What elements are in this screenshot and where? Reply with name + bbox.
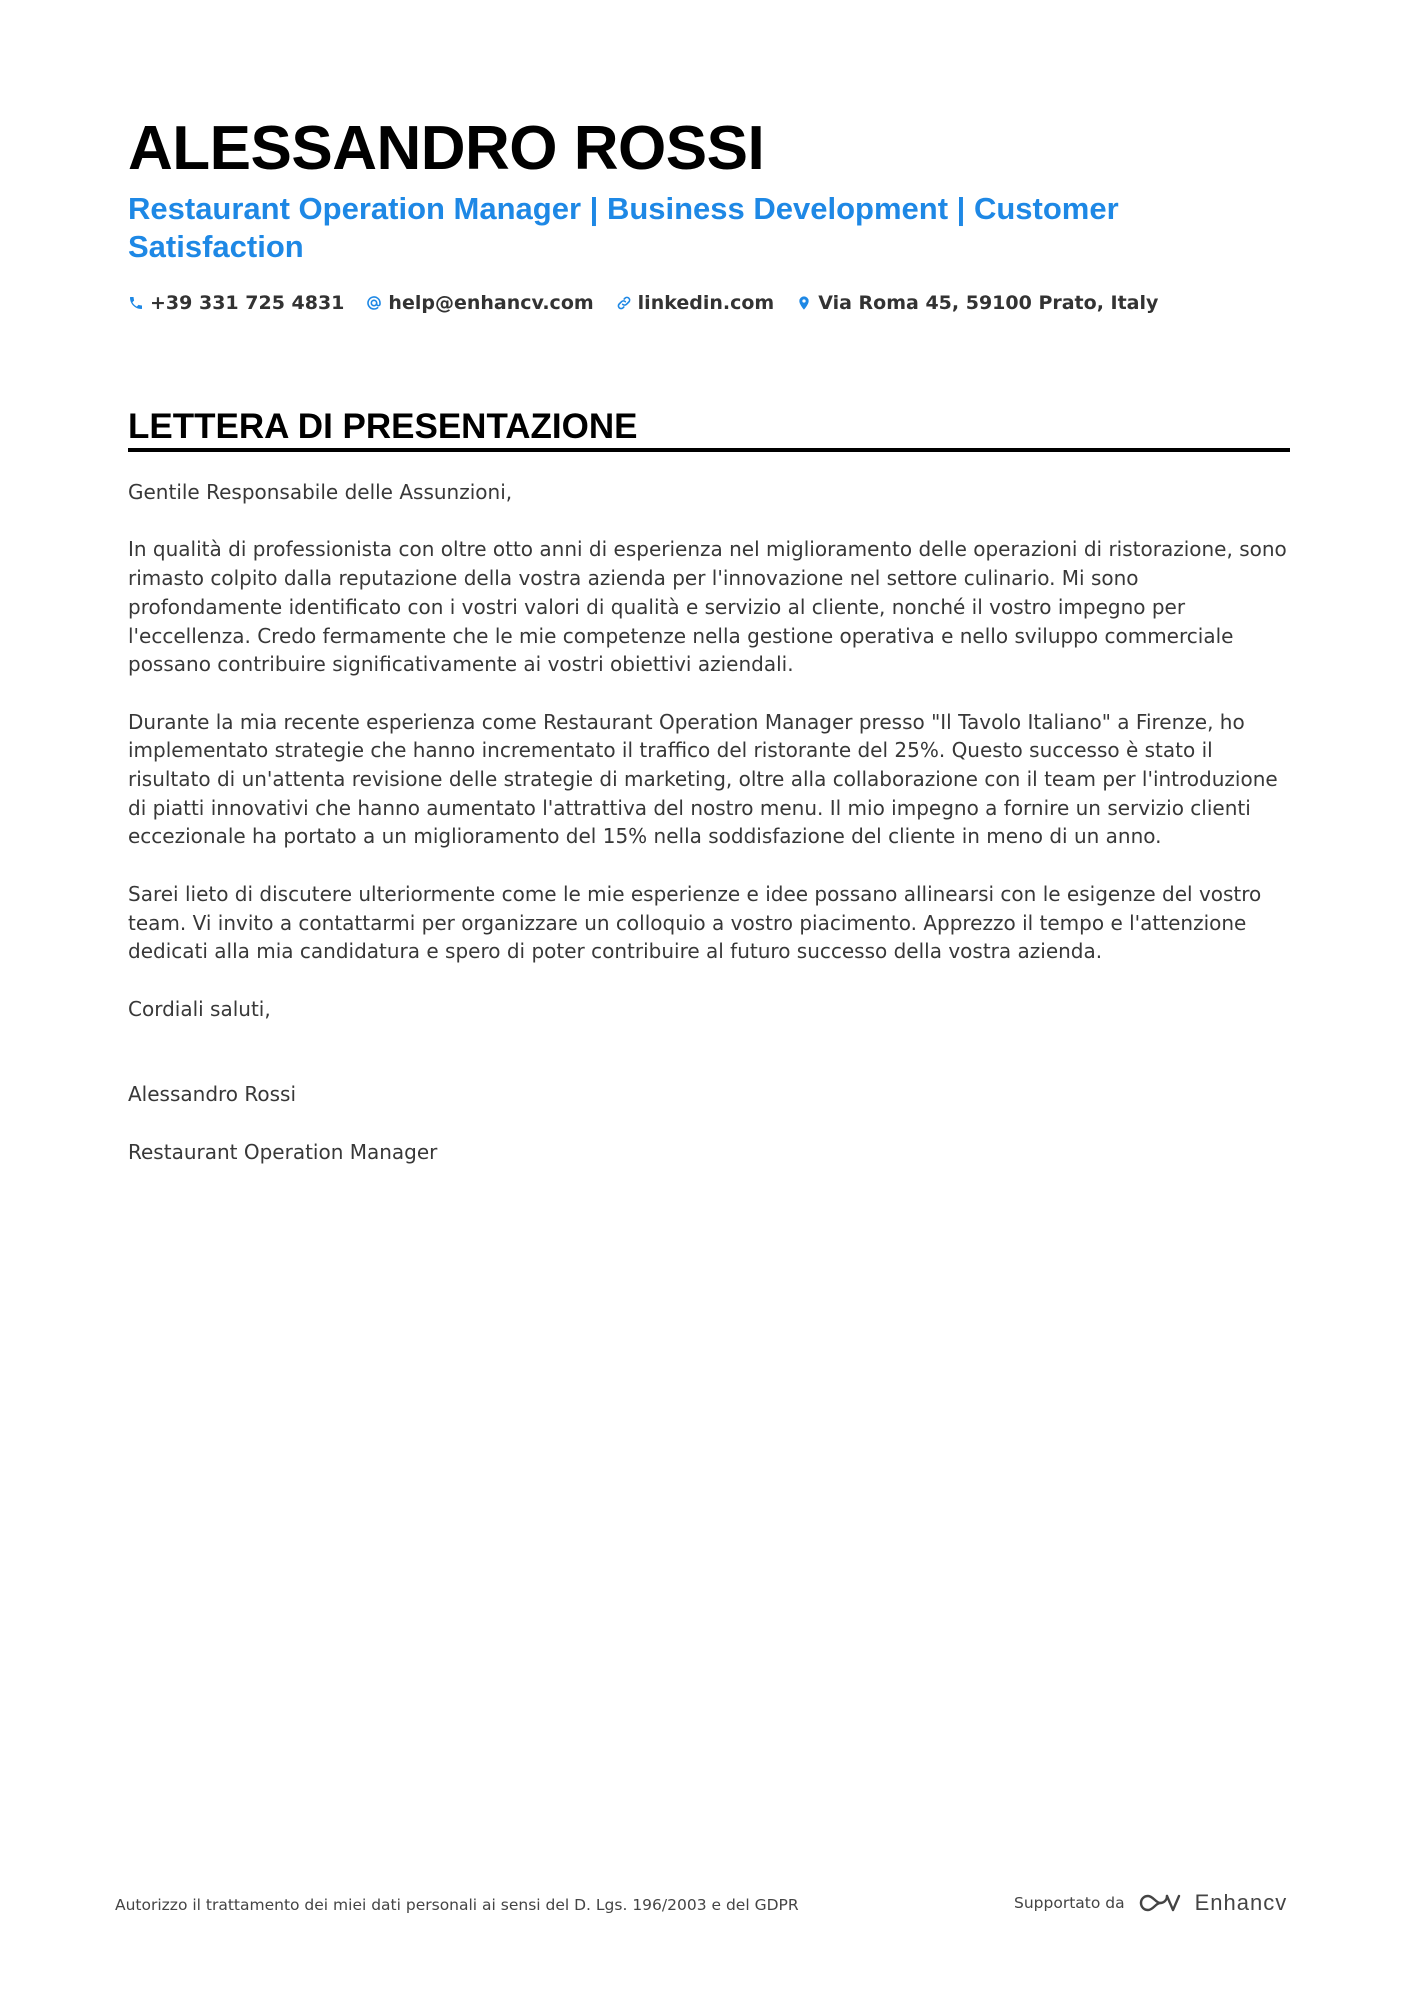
contact-phone	[128, 292, 344, 314]
letter-paragraph-1: In qualità di professionista con oltre otto anni di esperienza nel miglioramento delle operazioni di ristorazione, sono rimasto colpito dalla reputazione della vostra azienda per l'innovazione nel settore culinario. Mi sono profondamente identificato con i vostri valori di qualità e servizio al cliente, nonché il vostro impegno per l'eccellenza. Credo fermamente che le mie competenze nella gestione operativa e nello sviluppo commerciale possano contribuire significativamente ai vostri obiettivi aziendali.	[128, 537, 1287, 677]
contact-email-text[interactable]: help@enhancv.com	[388, 292, 594, 314]
location-pin-icon	[796, 295, 812, 311]
section-divider	[128, 448, 1290, 452]
signature-title: Restaurant Operation Manager	[128, 1139, 438, 1164]
letter-body	[128, 478, 1290, 1195]
letter-closing: Cordiali saluti,	[128, 996, 271, 1021]
privacy-note: Autorizzo il trattamento dei miei dati personali ai sensi del D. Lgs. 196/2003 e del GDPR	[115, 1896, 799, 1914]
contact-linkedin-text[interactable]: linkedin.com	[637, 292, 775, 314]
candidate-headline: Restaurant Operation Manager | Business Development | Customer Satisfaction	[128, 191, 1119, 264]
at-icon	[366, 295, 382, 311]
link-icon	[616, 295, 632, 311]
contact-phone-text: +39 331 725 4831	[150, 292, 345, 314]
signature-name: Alessandro Rossi	[128, 1082, 297, 1107]
powered-by[interactable]	[1014, 1890, 1287, 1916]
letter-paragraph-3: Sarei lieto di discutere ulteriormente come le mie esperienze e idee possano allinearsi con le esigenze del vostro team. Vi invito a contattarmi per organizzare un colloquio a vostro piacimento. Apprezzo il tempo e l'attenzione dedicati alla mia candidatura e spero di poter contribuire al futuro successo della vostra azienda.	[128, 881, 1262, 964]
section-title: LETTERA DI PRESENTAZIONE	[128, 407, 638, 446]
contact-bar	[128, 292, 1180, 314]
contact-email[interactable]	[366, 292, 593, 314]
brand-name: Enhancv	[1194, 1890, 1288, 1915]
powered-by-label: Supportato da	[1014, 1894, 1125, 1912]
contact-location-text: Via Roma 45, 59100 Prato, Italy	[818, 292, 1159, 314]
candidate-name: ALESSANDRO ROSSI	[128, 114, 765, 183]
contact-linkedin[interactable]	[616, 292, 775, 314]
letter-greeting: Gentile Responsabile delle Assunzioni,	[128, 480, 513, 504]
phone-icon	[128, 295, 144, 311]
contact-location	[796, 292, 1158, 314]
enhancv-logo-icon	[1137, 1890, 1183, 1916]
letter-paragraph-2: Durante la mia recente esperienza come Restaurant Operation Manager presso "Il Tavolo Italiano" a Firenze, ho implementato strategie che hanno incrementato il traffico del ristorante del 25%. Questo successo è stato il risultato di un'attenta revisione delle strategie di marketing, oltre alla collaborazione con il team per l'introduzione di piatti innovativi che hanno aumentato l'attrattiva del nostro menu. Il mio impegno a fornire un servizio clienti eccezionale ha portato a un miglioramento del 15% nella soddisfazione del cliente in meno di un anno.	[128, 709, 1278, 849]
